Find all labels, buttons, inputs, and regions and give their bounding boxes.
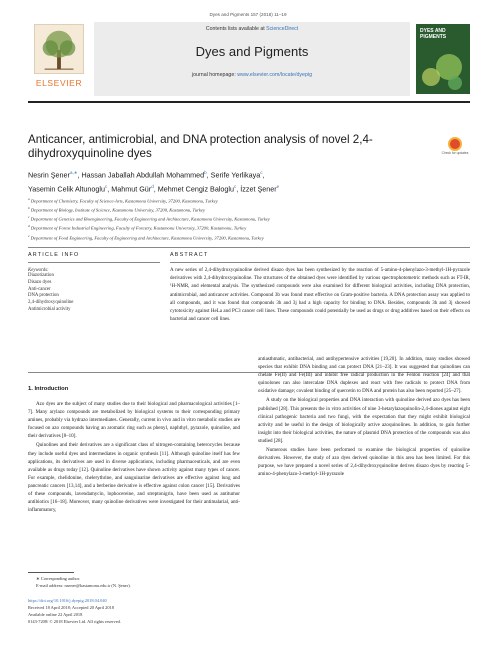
abstract-column xyxy=(170,252,470,324)
body-paragraph: Quinolines and their derivatives are a significant class of nitrogen-containing heterocycles because they include useful dyes and intermediates in organic synthesis [11]. Although quinoline itself has few applications, its derivatives are used in diverse applications, including pharmaceuticals, and are even available as drugs today [12]. Quinoline derivatives have shown activity against many types of cancer. For example, chelidonine, chelerythrine, and sanguinarine derivatives are effective against lung and pancreatic cancers [13,14], and a berberine derivative is effective against colon cancer [15]. Derivatives of these compounds, lavendamycin, lophocereine, and streptonigrin, have been used as antitumor antibiotics [16–18]. Moreover, many quinoline derivatives were investigated for their antimalarial, anti-inflammatory, xyxy=(28,442,240,514)
journal-banner xyxy=(94,22,410,96)
author-name[interactable]: Mehmet Cengiz Baloglu xyxy=(157,184,235,194)
footnotes xyxy=(28,575,328,625)
affiliation-mark: c xyxy=(28,215,30,220)
journal-title: Dyes and Pigments xyxy=(195,44,309,59)
keyword-item: 2,4-dihydroxyquinoline xyxy=(28,300,74,306)
body-column-right xyxy=(258,355,470,479)
journal-citation: Dyes and Pigments 157 (2018) 11–19 xyxy=(209,12,287,17)
authors-line-2: Yasemin Celik Altunoglu$^c$, Mahmut Gür$^d$, Mehmet Cengiz Baloglu$^c$, İzzet Şener$^e$ xyxy=(28,184,280,194)
contents-line xyxy=(94,26,410,32)
section-divider xyxy=(28,247,470,248)
author-name[interactable]: Mahmut Gür xyxy=(111,184,152,194)
article-info-column xyxy=(28,252,160,314)
author-affil-mark[interactable]: c xyxy=(260,170,263,175)
check-updates-label: Check for updates xyxy=(441,151,469,155)
cover-title: DYES AND PIGMENTS xyxy=(420,28,447,40)
elsevier-tree-icon xyxy=(34,24,84,74)
affiliation-item xyxy=(28,223,468,232)
affiliation-text: Department of Forest Industrial Engineering, Faculty of Forestry, Kastamonu University, 37200, Kastamonu, Turkey xyxy=(30,225,247,231)
check-for-updates-badge[interactable] xyxy=(440,137,470,165)
contents-prefix: Contents lists available at xyxy=(205,26,267,32)
body-paragraph: Numerous studies have been performed to examine the biological properties of quinoline derivatives. However, the study of azo dyes derived quinoline in this area has been limited. For this purpose, we have prepared a novel series of 2,4-dihydroxyquinoline derives disazo dyes by reacting 5-amino-4-phenylazo-3-methyl-1H-pyrazole xyxy=(258,447,470,478)
affiliation-text: Department of Chemistry, Faculty of Science-Arts, Kastamonu University, 37200, Kastamonu, Turkey xyxy=(30,198,218,204)
author-name[interactable]: Hassan Jaballah Abdullah Mohammed xyxy=(81,170,205,180)
homepage-prefix: journal homepage: xyxy=(191,72,238,78)
author-affil-mark[interactable]: c xyxy=(104,184,108,190)
corresponding-author-note: ∗ Corresponding author. xyxy=(36,576,81,581)
keyword-item: Anti-cancer xyxy=(28,286,51,292)
body-paragraph: A study on the biological properties and DNA interaction with quinoline derived azo dyes has been published [28]. This presents the in vitro activities of nine 3-hetarylazoquinolin-2,4-diones against eight clinical pathogenic bacteria and two fungi, with the expectation that they might exhibit biological activity and be useful in the design of biologically active azoquinolines. In addition, to gain further insight into their biological activities, the nature of plasmid DNA protection of the compounds was also studied [28]. xyxy=(258,397,470,444)
publisher-wordmark: ELSEVIER xyxy=(35,78,83,88)
author-affil-mark[interactable]: e xyxy=(276,184,280,190)
journal-header xyxy=(28,22,470,96)
affiliation-text: Department of Biology, Institute of Science, Kastamonu University, 37200, Kastamonu, Turkey xyxy=(30,207,206,213)
received-date: Received 18 April 2018; Accepted 20 April 2018 xyxy=(28,605,114,610)
authors-line-1: Nesrin Şener$^{a,∗}$, Hassan Jaballah Abdullah Mohammed$^b$, Serife Yerlikaya$^c$, xyxy=(28,170,265,180)
journal-homepage xyxy=(94,72,410,78)
affiliation-item xyxy=(28,196,468,205)
email-note[interactable]: E-mail address: nsener@kastamonu.edu.tr (N. Şener). xyxy=(36,583,131,588)
affiliation-item xyxy=(28,205,468,214)
body-column-left xyxy=(28,386,240,515)
article-info-heading: ARTICLE INFO xyxy=(28,252,160,263)
abstract-text: A new series of 2,4-dihydroxyquinoline derived disazo dyes has been synthesized by the reaction of 5-amino-4-phenylazo-3-methyl-1H-pyrazole derivatives with 2,4-dihydroxyquinoline. The structures of the obtained dyes were identified by various spectrophotometric methods such as FT-IR, ¹H-NMR, and elemental analysis. The synthesized compounds were also examined for different biological activities, including DNA protection, antimicrobial, and anticancer activities. Compound 3b was found most effective on Gram-positive bacteria. A DNA protection assay was applied to all compounds, and it was found that compounds 3h and 3j had a high capacity for binding to DNA. Besides, compounds 3h and 3j showed cytotoxicity against HeLa and PC3 cancer cell lines. These compounds could potentially be used as drugs or drug additives based on their effects on bacterial and cancer cell lines. xyxy=(170,268,470,323)
affiliation-mark: e xyxy=(28,233,30,238)
section-heading: 1. Introduction xyxy=(28,386,69,392)
keyword-item: DNA protection xyxy=(28,293,59,299)
author-name[interactable]: Yasemin Celik Altunoglu xyxy=(28,184,105,194)
cover-decoration xyxy=(422,68,440,86)
author-affil-mark[interactable]: b xyxy=(204,170,207,175)
keywords-label: Keywords: xyxy=(28,268,49,273)
author-name[interactable]: Nesrin Şener xyxy=(28,170,70,180)
affiliation-mark: a xyxy=(28,197,30,201)
author-affil-mark[interactable]: a,∗ xyxy=(69,170,78,175)
affiliation-text: Department of Genetics and Bioengineering, Faculty of Engineering and Architecture, Kastamonu University, Kastamonu, Turkey xyxy=(30,216,270,222)
author-affil-mark[interactable]: c xyxy=(234,184,237,190)
abstract-heading: ABSTRACT xyxy=(170,252,470,263)
available-date: Available online 22 April 2018 xyxy=(28,612,83,617)
keyword-item: Disazo dyes xyxy=(28,279,52,285)
body-paragraph: antiasthmatic, antibacterial, and antihypertensive activities [19,20]. In addition, many studies showed species that exhibit DNA binding and can protect DNA [21–23]. It was suggested that quinolines can chelate Fe(II) and Fe(III) and inhibit free radical production in the Fenton reaction [24] and that quinolones can also intercalate DNA duplexes and react with free radicals to protect DNA from oxidative damage; covalent binding of quercetin to DNA and protein has also been reported [25–27]. xyxy=(258,356,470,395)
affiliation-item xyxy=(28,233,468,242)
author-affil-mark[interactable]: d xyxy=(151,184,154,190)
journal-cover-image xyxy=(416,24,470,94)
affiliation-text: Department of Food Engineering, Faculty of Engineering and Architecture, Kastamonu University, 37200, Kastamonu, Turkey xyxy=(30,235,264,241)
sciencedirect-link[interactable]: ScienceDirect xyxy=(266,26,299,32)
affiliation-mark: b xyxy=(28,206,30,211)
affiliation-item xyxy=(28,214,468,223)
homepage-link[interactable]: www.elsevier.com/locate/dyepig xyxy=(237,72,313,78)
check-updates-icon xyxy=(448,137,462,151)
affiliations xyxy=(28,196,468,242)
affiliation-mark: d xyxy=(28,224,30,229)
author-list xyxy=(28,167,468,196)
copyright-notice: 0143-7208/ © 2018 Elsevier Ltd. All rights reserved. xyxy=(28,619,121,624)
cover-decoration xyxy=(448,76,462,90)
author-name[interactable]: Serife Yerlikaya xyxy=(210,170,261,180)
article-title: Anticancer, antimicrobial, and DNA protection analysis of novel 2,4-dihydroxyquinoline dyes xyxy=(28,133,373,160)
elsevier-logo xyxy=(28,24,90,94)
keyword-item: Diazotization xyxy=(28,273,54,278)
doi-link[interactable]: https://doi.org/10.1016/j.dyepig.2018.04.040 xyxy=(28,598,107,603)
header-divider xyxy=(28,101,470,103)
footnote-divider xyxy=(28,572,74,573)
author-name[interactable]: İzzet Şener xyxy=(240,184,277,194)
body-paragraph: Azo dyes are the subject of many studies due to their biological and pharmacological activities [1–7]. Many arylazo compounds are metabolized by biological systems to their corresponding primary amines, probably via hydrazo intermediates. Generally, current in vivo and in vitro metabolic studies are focused on azo compounds having an aromatic ring such as phenyl, naphthyl, pyrazole, quinoline, and their derivatives [8–10]. xyxy=(28,401,240,440)
keyword-item: Antimicrobial activity xyxy=(28,306,71,312)
